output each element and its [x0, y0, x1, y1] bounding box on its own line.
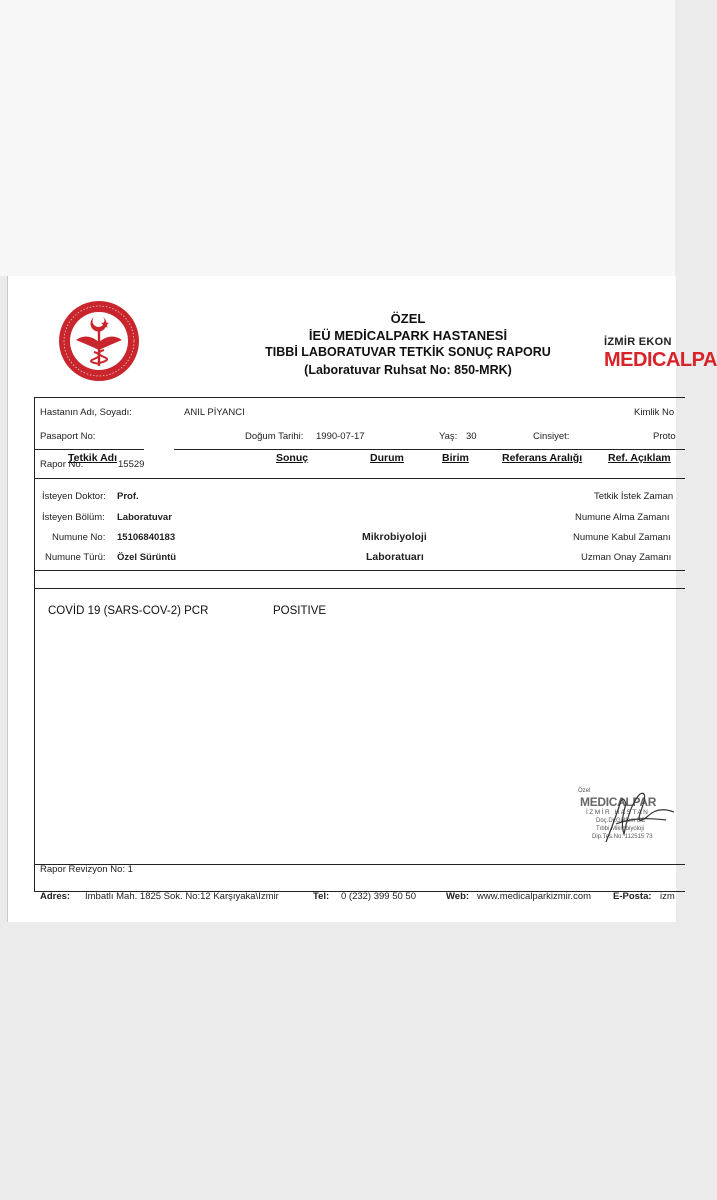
divider	[35, 478, 685, 479]
col-header-test: Tetkik Adı	[68, 452, 118, 464]
dob-label: Doğum Tarihi:	[245, 431, 304, 442]
sample-accept-time-label: Numune Kabul Zamanı	[573, 532, 671, 543]
table-row-test: COVİD 19 (SARS-COV-2) PCR	[48, 605, 209, 617]
sample-type-label: Numune Türü:	[45, 552, 106, 563]
requesting-dept-value: Laboratuvar	[117, 512, 172, 523]
stamp-line: Tıbbi Mikrobiyoloji	[596, 826, 645, 832]
brand-top-text: İZMİR EKON	[604, 336, 672, 348]
age-label: Yaş:	[439, 431, 458, 442]
age-value: 30	[466, 431, 477, 442]
sample-no-label: Numune No:	[52, 532, 106, 543]
divider	[35, 449, 685, 450]
sample-type-value: Özel Sürüntü	[117, 552, 177, 563]
table-row-result: POSITIVE	[273, 605, 327, 617]
divider	[35, 588, 685, 589]
redaction-mask	[144, 448, 174, 478]
stamp-brand: MEDICALPAR	[580, 795, 657, 809]
col-header-result: Sonuç	[276, 452, 309, 464]
lab-name-line1: Mikrobiyoloji	[362, 531, 427, 543]
handwritten-signature	[576, 784, 676, 848]
ministry-of-health-logo	[58, 300, 140, 382]
email-value: izm	[660, 891, 675, 902]
patient-name-label: Hastanın Adı, Soyadı:	[40, 407, 132, 418]
col-header-reference-range: Referans Aralığı	[502, 452, 583, 464]
passport-label: Pasaport No:	[40, 431, 96, 442]
address-label: Adres:	[40, 891, 71, 902]
web-value: www.medicalparkizmir.com	[477, 891, 592, 902]
lab-report-document	[7, 276, 717, 922]
address-value: İmbatlı Mah. 1825 Sok. No:12 Karşıyaka\İzmir	[85, 891, 279, 902]
report-no-value: 15529	[118, 459, 145, 470]
lab-name-line2: Laboratuarı	[366, 551, 424, 563]
col-header-unit: Birim	[442, 452, 469, 464]
brand-logo-text: MEDICALPA	[604, 349, 717, 371]
report-title: TIBBİ LABORATUVAR TETKİK SONUÇ RAPORU	[265, 345, 551, 359]
sample-no-value: 15106840183	[117, 532, 176, 543]
patient-name-value: ANIL PİYANCI	[184, 407, 245, 418]
kimlik-label: Kimlik No	[634, 407, 675, 418]
signature-stamp	[576, 784, 676, 848]
col-header-status: Durum	[370, 452, 404, 464]
stamp-line: Doç.Dr.Gülfem EC	[596, 818, 646, 824]
report-no-label: Rapor No:	[40, 459, 84, 470]
screenshot-top-band	[0, 0, 675, 276]
license-number: (Laboratuvar Ruhsat No: 850-MRK)	[304, 363, 512, 377]
dob-value: 1990-07-17	[316, 431, 365, 442]
col-header-reference-note: Ref. Açıklam	[608, 452, 671, 464]
revision-label: Rapor Revizyon No: 1	[40, 864, 133, 875]
hospital-name: İEÜ MEDİCALPARK HASTANESİ	[308, 328, 508, 343]
requesting-dept-label: İsteyen Bölüm:	[42, 512, 105, 523]
web-label: Web:	[446, 891, 470, 902]
protocol-label: Proto	[653, 431, 676, 442]
stamp-line: İZMİR HASTAN	[586, 809, 650, 816]
sex-label: Cinsiyet:	[533, 431, 570, 442]
test-request-time-label: Tetkik İstek Zaman	[594, 491, 674, 502]
stamp-line: Özel	[578, 788, 591, 794]
email-label: E-Posta:	[613, 891, 652, 902]
stamp-line: Dip.Tes.No: 112515 73	[592, 834, 653, 840]
divider	[35, 570, 685, 571]
tel-value: 0 (232) 399 50 50	[341, 891, 417, 902]
requesting-doctor-label: İsteyen Doktor:	[42, 491, 106, 502]
sample-taken-time-label: Numune Alma Zamanı	[575, 512, 670, 523]
requesting-doctor-value: Prof.	[117, 491, 139, 502]
tel-label: Tel:	[313, 891, 330, 902]
expert-approval-time-label: Uzman Onay Zamanı	[581, 552, 672, 563]
redaction-mask	[144, 484, 178, 506]
header-ozel: ÖZEL	[390, 311, 426, 326]
